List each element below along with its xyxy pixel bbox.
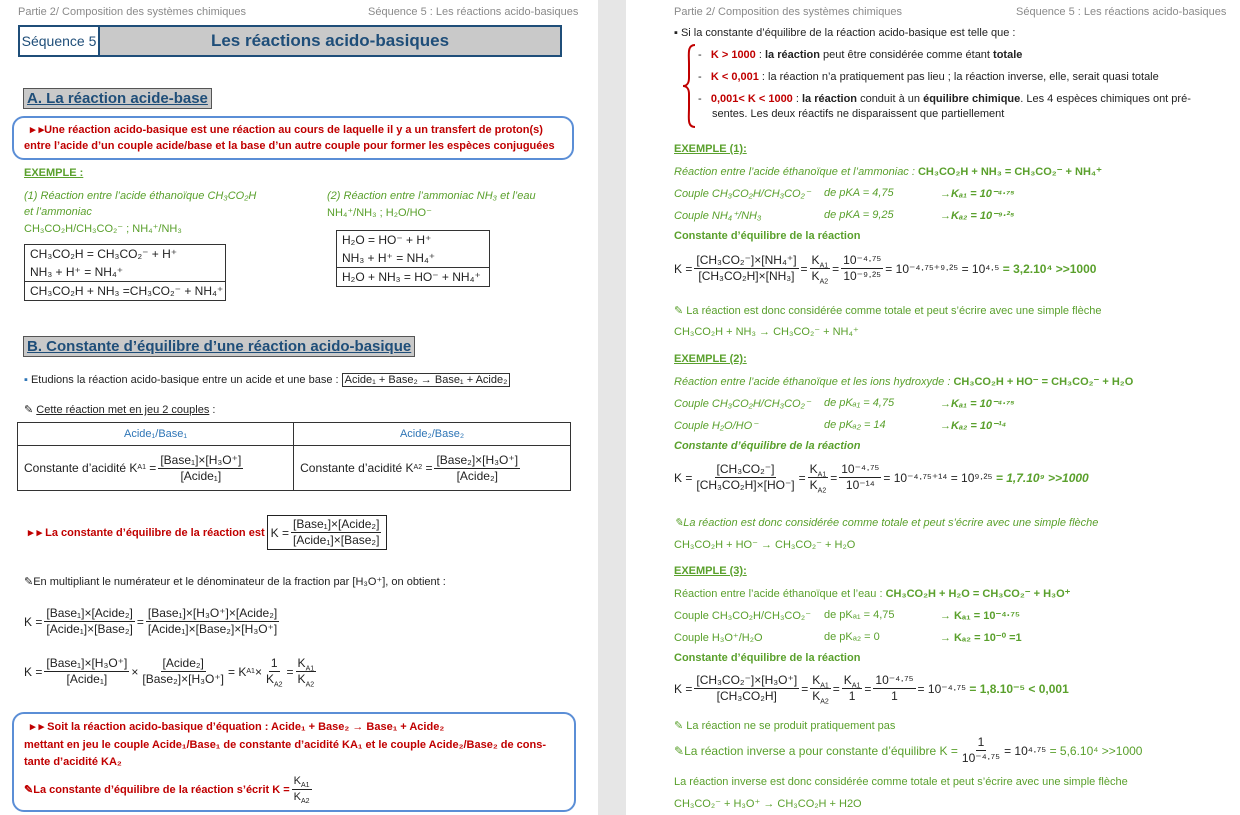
example-3-final-equation: CH₃CO₂⁻ + H₃O⁺ → CH₃CO₂H + H2O xyxy=(674,798,862,810)
left-page xyxy=(0,0,598,815)
header-sequence: Séquence 5 : Les réactions acido-basiques xyxy=(1016,6,1227,18)
arrow-bullet-icon: ▸ ▸ xyxy=(28,527,46,539)
example-2-calculation: K = $\frac{\text{[CH₃CO₂⁻]}}{\text{[CH₃CO₂H]×[HO⁻]}}$ = $\frac{K_{A1}}{K_{A2}}$ = $\frac{\text{10⁻⁴·⁷⁵}}{\text{10⁻¹⁴}}$ = 10⁻⁴·⁷⁵⁺¹⁴ = 10⁹·²⁵ = 1,7.10⁹ >>1000 xyxy=(674,462,1089,495)
example-1-ka-2: →Kₐ₂ = 10⁻⁹·²⁵ xyxy=(940,210,1015,222)
bullet-icon: ▪ xyxy=(24,374,31,386)
half-equation-1: H₂O = HO⁻ + H⁺ xyxy=(342,233,432,247)
ka2-cell: Constante d’acidité K A2 = $\frac{\text{[Base₂]×[H₃O⁺]}}{\text{[Acide₂]}}$ xyxy=(294,446,571,491)
multiply-line: ✎En multipliant le numérateur et le dénominateur de la fraction par [H₃O⁺], on obtient : xyxy=(24,576,446,588)
section-b-intro: ▪ Etudions la réaction acido-basique entre un acide et une base : Acide₁ + Base₂ → Base₁ + Acide₂ xyxy=(24,374,510,386)
ka1-cell: Constante d’acidité K A1 = $\frac{\text{[Base₁]×[H₃O⁺]}}{\text{[Acide₁]}}$ xyxy=(18,446,294,491)
example-3-reaction: Réaction entre l’acide éthanoïque et l’eau : CH₃CO₂H + H₂O = CH₃CO₂⁻ + H₃O⁺ xyxy=(674,588,1071,600)
example-2-pka-1: de pKₐ₁ = 4,75 xyxy=(824,397,895,409)
table-header-couple-2: Acide₂/Base₂ xyxy=(294,423,571,446)
sequence-label: Séquence 5 xyxy=(18,25,100,57)
example-1-const-title: Constante d’équilibre de la réaction xyxy=(674,230,861,242)
acidity-table xyxy=(17,422,571,491)
example-1-couple-2: Couple NH₄⁺/NH₃ xyxy=(674,210,762,222)
couples-line: ✎ Cette réaction met en jeu 2 couples : xyxy=(24,404,216,416)
condition-none: - K < 0,001 : la réaction n’a pratiquement pas lieu ; la réaction inverse, elle, serait quasi totale xyxy=(698,71,1159,83)
pencil-icon: ✎ xyxy=(674,720,687,732)
example-3-calculation: K = $\frac{\text{[CH₃CO₂⁻]×[H₃O⁺]}}{\text{[CH₃CO₂H]}}$ = $\frac{K_{A1}}{K_{A2}}$ = $\frac{K_{A1}}{1}$ = $\frac{\text{10⁻⁴·⁷⁵}}{1}$ = 10⁻⁴·⁷⁵ = 1,8.10⁻⁵ < 0,001 xyxy=(674,673,1069,706)
bullet-icon: ▪ xyxy=(674,27,681,39)
derivation-step-1: K = $\frac{\text{[Base₁]×[Acide₂]}}{\text{[Acide₁]×[Base₂]}}$ = $\frac{\text{[Base₁]×[H₃O⁺]×[Acide₂]}}{\text{[Acide₁]×[Base₂]×[H₃O⁺]}}$ xyxy=(24,606,278,636)
derivation-step-2: K = $\frac{\text{[Base₁]×[H₃O⁺]}}{\text{[Acide₁]}}$ × $\frac{\text{[Acide₂]}}{\text{[Base₂]×[H₃O⁺]}}$ = K A1 × $\frac{1}{K_{A2}}$ = $\frac{K_{A1}}{K_{A2}}$ xyxy=(24,656,315,689)
general-equation: Acide₁ + Base₂ → Base₁ + Acide₂ xyxy=(342,373,511,387)
example-2-final-equation: CH₃CO₂H + HO⁻ → CH₃CO₂⁻ + H₂O xyxy=(674,539,856,551)
example-3-couple-2: Couple H₃O⁺/H₂O xyxy=(674,632,763,644)
example-3-note-1: ✎ La réaction ne se produit pratiquement pas xyxy=(674,720,896,732)
summary-line-1: ▸ ▸ Soit la réaction acido-basique d’équation : Acide₁ + Base₂ → Base₁ + Acide₂ xyxy=(30,721,445,733)
example-3-const-title: Constante d’équilibre de la réaction xyxy=(674,652,861,664)
example-1-pka-1: de pKA = 4,75 xyxy=(824,187,894,199)
example-2-couple-2: Couple H₂O/HO⁻ xyxy=(674,420,758,432)
example-1-pka-2: de pKA = 9,25 xyxy=(824,209,894,221)
section-a-heading: A. La réaction acide-base xyxy=(23,88,212,109)
example-1-line-1: (1) Réaction entre l’acide éthanoïque CH₃CO₂H xyxy=(24,190,257,202)
example-1-title: EXEMPLE (1): xyxy=(674,143,747,155)
half-equation-2: NH₃ + H⁺ = NH₄⁺ xyxy=(342,251,436,265)
example-2-title: EXEMPLE (2): xyxy=(674,353,747,365)
example-3-ka-1: → Kₐ₁ = 10⁻⁴·⁷⁵ xyxy=(940,610,1021,622)
header-part: Partie 2/ Composition des systèmes chimiques xyxy=(18,6,247,18)
example-2-line-1: (2) Réaction entre l’ammoniac NH₃ et l’eau xyxy=(327,190,536,202)
half-equation-2: NH₃ + H⁺ = NH₄⁺ xyxy=(30,265,124,279)
example-1-conclusion: ✎ La réaction est donc considérée comme totale et peut s’écrire avec une simple flèche xyxy=(674,305,1102,317)
example-2-couples: NH₄⁺/NH₃ ; H₂O/HO⁻ xyxy=(327,207,432,219)
example-3-pka-2: de pKₐ₂ = 0 xyxy=(824,631,880,643)
example-1-couple-1: Couple CH₃CO₂H/CH₃CO₂⁻ xyxy=(674,188,811,200)
summary-line-3: tante d’acidité KA₂ xyxy=(24,756,122,768)
example-1-reaction: Réaction entre l’acide éthanoïque et l’ammoniac : CH₃CO₂H + NH₃ = CH₃CO₂⁻ + NH₄⁺ xyxy=(674,166,1102,178)
page-title: Les réactions acido-basiques xyxy=(100,25,562,57)
example-3-ka-2: → Kₐ₂ = 10⁻⁰ =1 xyxy=(940,632,1022,644)
example-1-calculation: K = $\frac{\text{[CH₃CO₂⁻]×[NH₄⁺]}}{\text{[CH₃CO₂H]×[NH₃]}}$ = $\frac{K_{A1}}{K_{A2}}$ = $\frac{\text{10⁻⁴·⁷⁵}}{\text{10⁻⁹·²⁵}}$ = 10⁻⁴·⁷⁵⁺⁹·²⁵ = 10⁴·⁵ = 3,2.10⁴ >>1000 xyxy=(674,253,1097,286)
example-3-couple-1: Couple CH₃CO₂H/CH₃CO₂⁻ xyxy=(674,610,811,622)
section-b-heading: B. Constante d’équilibre d’une réaction acido-basique xyxy=(23,336,415,357)
example-2-reaction: Réaction entre l’acide éthanoïque et les ions hydroxyde : CH₃CO₂H + HO⁻ = CH₃CO₂⁻ + H₂O xyxy=(674,376,1134,388)
pencil-icon: ✎ xyxy=(674,305,687,317)
curly-brace-icon xyxy=(682,44,696,128)
example-1-couples: CH₃CO₂H/CH₃CO₂⁻ ; NH₄⁺/NH₃ xyxy=(24,223,182,235)
example-2-pka-2: de pKₐ₂ = 14 xyxy=(824,419,886,431)
definition-line-2: entre l’acide d’un couple acide/base et la base d’un autre couple pour former les espèces conjuguées xyxy=(24,140,555,152)
definition-line-1: ▸ ▸Une réaction acido-basique est une réaction au cours de laquelle il y a un transfert de proton(s) xyxy=(30,124,543,136)
example-3-conclusion: La réaction inverse est donc considérée comme totale et peut s’écrire avec une simple flèche xyxy=(674,776,1128,788)
example-2-const-title: Constante d’équilibre de la réaction xyxy=(674,440,861,452)
example-3-pka-1: de pKₐ₁ = 4,75 xyxy=(824,609,895,621)
condition-total: - K > 1000 : la réaction peut être considérée comme étant totale xyxy=(698,49,1023,61)
example-1-ka-1: →Kₐ₁ = 10⁻⁴·⁷⁵ xyxy=(940,188,1015,200)
table-header-couple-1: Acide₁/Base₁ xyxy=(18,423,294,446)
summary-line-2: mettant en jeu le couple Acide₁/Base₁ de constante d’acidité KA₁ et le couple Acide₂/Base₂ de cons- xyxy=(24,739,547,751)
global-equation: CH₃CO₂H + NH₃ =CH₃CO₂⁻ + NH₄⁺ xyxy=(25,281,225,300)
global-equation: H₂O + NH₃ = HO⁻ + NH₄⁺ xyxy=(337,267,489,286)
arrow-bullet-icon: ▸ ▸ xyxy=(30,124,45,136)
example-3-title: EXEMPLE (3): xyxy=(674,565,747,577)
header-part: Partie 2/ Composition des systèmes chimiques xyxy=(674,6,903,18)
pencil-icon: ✎ xyxy=(24,404,37,416)
equation-box-2 xyxy=(336,230,490,287)
pencil-icon: ✎ xyxy=(24,576,34,588)
example-2-couple-1: Couple CH₃CO₂H/CH₃CO₂⁻ xyxy=(674,398,811,410)
example-2-ka-1: →Kₐ₁ = 10⁻⁴·⁷⁵ xyxy=(940,398,1015,410)
example-2-conclusion: ✎La réaction est donc considérée comme totale et peut s’écrire avec une simple flèche xyxy=(674,517,1099,529)
condition-equilibrium-cont: sentes. Les deux réactifs ne disparaissent que partiellement xyxy=(712,108,1005,120)
summary-line-4: ✎ La constante d’équilibre de la réaction s’écrit K = $\frac{K_{A1}}{K_{A2}}$ xyxy=(24,775,310,806)
condition-equilibrium: - 0,001< K < 1000 : la réaction conduit à un équilibre chimique. Les 4 espèces chimiques ont pré- xyxy=(698,93,1191,105)
example-3-note-2: ✎ La réaction inverse a pour constante d’équilibre K = $\frac{1}{\text{10⁻⁴·⁷⁵}}$ = 10⁴·⁷⁵ = 5,6.10⁴ >>1000 xyxy=(674,735,1143,765)
conditions-intro: ▪ Si la constante d’équilibre de la réaction acido-basique est telle que : xyxy=(674,27,1016,39)
example-label: EXEMPLE : xyxy=(24,167,84,179)
equation-box-1 xyxy=(24,244,226,301)
example-2-ka-2: →Kₐ₂ = 10⁻¹⁴ xyxy=(940,420,1007,432)
arrow-bullet-icon: ▸ ▸ xyxy=(30,721,48,733)
pencil-icon: ✎ xyxy=(674,743,685,758)
equilibrium-constant-line: ▸ ▸ La constante d’équilibre de la réaction est K = $\frac{\text{[Base₁]×[Acide₂]}}{\text{[Acide₁]×[Base₂]}}$ xyxy=(28,515,387,550)
pencil-icon: ✎ xyxy=(674,517,684,529)
header-sequence: Séquence 5 : Les réactions acido-basiques xyxy=(368,6,579,18)
half-equation-1: CH₃CO₂H = CH₃CO₂⁻ + H⁺ xyxy=(30,247,178,261)
right-page xyxy=(626,0,1240,815)
pencil-icon: ✎ xyxy=(24,784,34,796)
example-1-line-2: et l’ammoniac xyxy=(24,206,92,218)
example-1-final-equation: CH₃CO₂H + NH₃ → CH₃CO₂⁻ + NH₄⁺ xyxy=(674,326,859,338)
